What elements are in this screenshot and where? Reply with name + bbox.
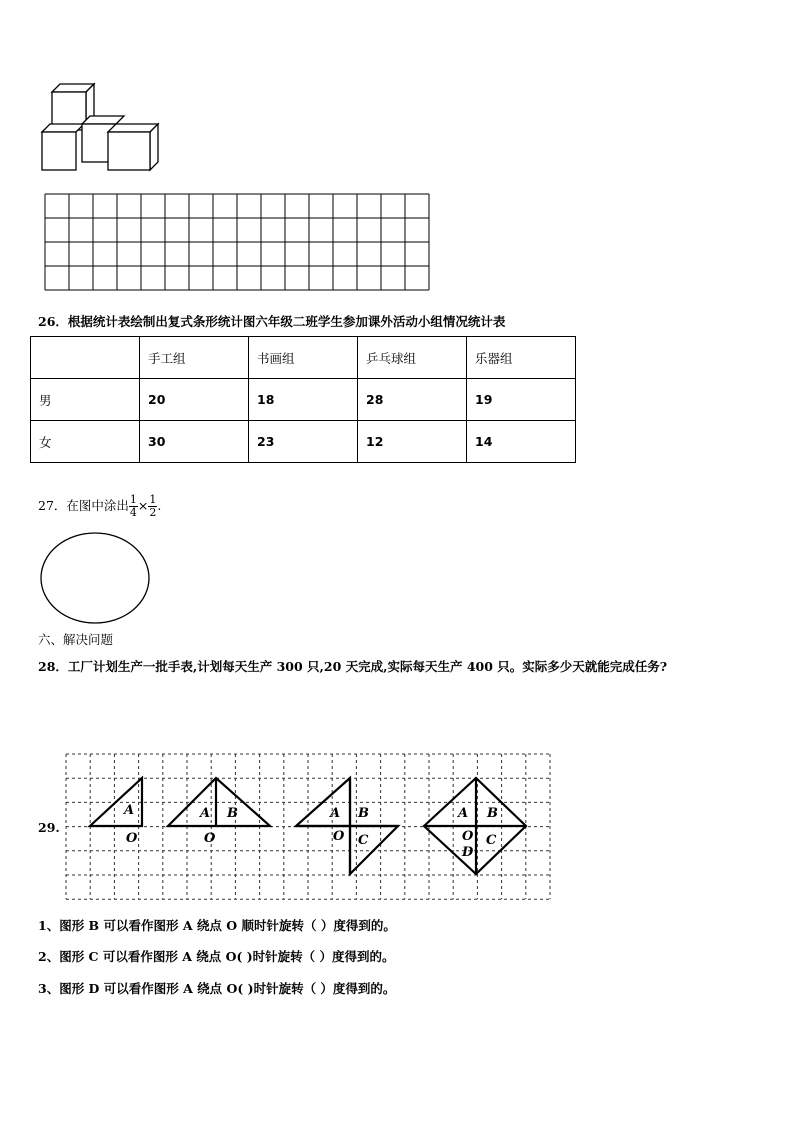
- table-header-cell: 乐器组: [467, 337, 576, 379]
- label-b: B: [227, 806, 238, 821]
- table-row: [31, 421, 576, 463]
- label-d: D: [462, 845, 474, 860]
- table-cell: 12: [358, 421, 467, 463]
- table-header-cell: 乒乓球组: [358, 337, 467, 379]
- label-c: C: [486, 833, 497, 848]
- question-26-text: 26．根据统计表绘制出复式条形统计图六年级二班学生参加课外活动小组情况统计表: [38, 314, 506, 329]
- table-cell: 18: [249, 379, 358, 421]
- table-cell: 28: [358, 379, 467, 421]
- question-29-number: 29.: [38, 820, 60, 835]
- section-title: 六、解决问题: [38, 632, 114, 647]
- table-header-cell: 手工组: [140, 337, 249, 379]
- stat-table: [30, 336, 576, 463]
- label-o: O: [204, 831, 216, 846]
- row-label: 女: [31, 421, 140, 463]
- label-a: A: [330, 806, 341, 821]
- label-o: O: [126, 831, 138, 846]
- question-29-sub-3: 3、图形 D 可以看作图形 A 绕点 O( )时针旋转（ ）度得到的。: [38, 981, 396, 996]
- answer-grid: [44, 193, 432, 291]
- label-a: A: [124, 803, 135, 818]
- circle-figure: [38, 530, 154, 626]
- table-cell: 23: [249, 421, 358, 463]
- label-o: O: [333, 829, 345, 844]
- times-sign: ×: [137, 498, 149, 513]
- table-header-row: [31, 337, 576, 379]
- fraction-one-half: $\frac{1}{2}$: [149, 493, 157, 519]
- table-cell: 20: [140, 379, 249, 421]
- table-header-empty: [31, 337, 140, 379]
- label-o: O: [462, 829, 474, 844]
- label-c: C: [358, 833, 369, 848]
- table-cell: 19: [467, 379, 576, 421]
- table-row: [31, 379, 576, 421]
- label-b: B: [358, 806, 369, 821]
- row-label: 男: [31, 379, 140, 421]
- question-27: 27．在图中涂出 $\frac{1}{4}$ × $\frac{1}{2}$ .: [38, 493, 162, 519]
- label-b: B: [487, 806, 498, 821]
- table-cell: 14: [467, 421, 576, 463]
- question-29-sub-2: 2、图形 C 可以看作图形 A 绕点 O( )时针旋转（ ）度得到的。: [38, 949, 395, 964]
- table-header-cell: 书画组: [249, 337, 358, 379]
- rotation-grid-figure: [62, 750, 558, 902]
- question-28-text: 28．工厂计划生产一批手表,计划每天生产 300 只,20 天完成,实际每天生产 400 只。实际多少天就能完成任务?: [38, 659, 668, 674]
- fraction-one-quarter: $\frac{1}{4}$: [129, 493, 137, 519]
- question-27-text: 27．在图中涂出: [38, 498, 129, 513]
- cube-figure: [38, 80, 168, 175]
- question-29-sub-1: 1、图形 B 可以看作图形 A 绕点 O 顺时针旋转（ ）度得到的。: [38, 918, 396, 933]
- table-cell: 30: [140, 421, 249, 463]
- label-a: A: [200, 806, 211, 821]
- label-a: A: [458, 806, 469, 821]
